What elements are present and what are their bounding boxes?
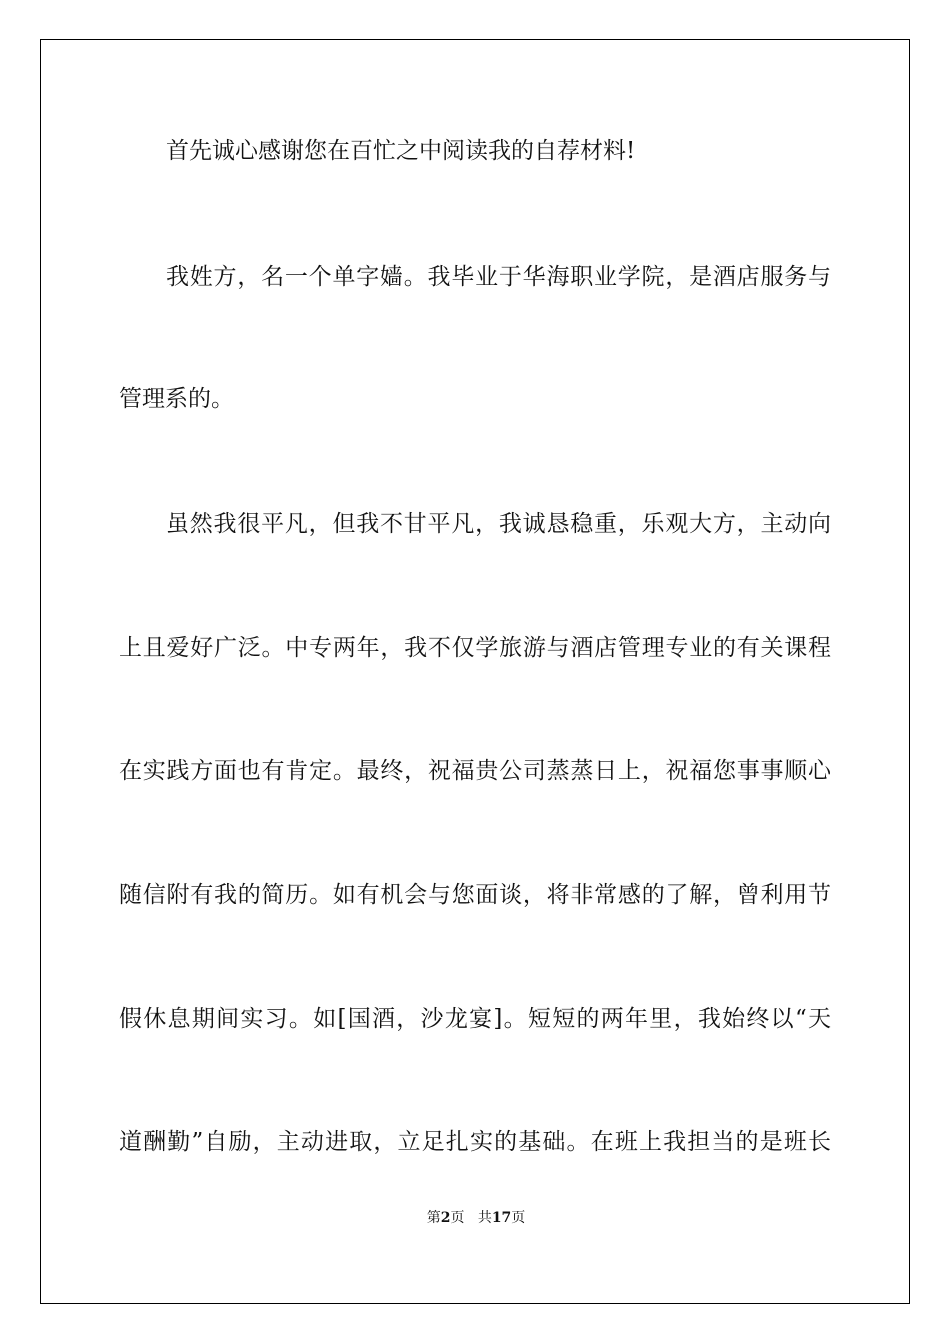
paragraph-line-7: 随信附有我的简历。如有机会与您面谈，将非常感的了解，曾利用节 [119,882,831,908]
paragraph-line-8: 假休息期间实习。如[国酒，沙龙宴]。短短的两年里，我始终以“天 [119,1006,831,1032]
page-number: 2 [440,1210,451,1226]
paragraph-line-3: 管理系的。 [119,386,234,412]
page-prefix: 第 [426,1210,441,1226]
paragraph-line-1: 首先诚心感谢您在百忙之中阅读我的自荐材料! [166,138,636,164]
total-pages: 17 [491,1210,512,1226]
document-page [40,39,910,1304]
paragraph-line-4: 虽然我很平凡，但我不甘平凡，我诚恳稳重，乐观大方，主动向 [166,511,831,537]
total-suffix: 页 [511,1210,526,1226]
paragraph-line-2: 我姓方，名一个单字嫱。我毕业于华海职业学院，是酒店服务与 [166,264,831,290]
paragraph-line-6: 在实践方面也有肯定。最终，祝福贵公司蒸蒸日上，祝福您事事顺心 [119,758,831,784]
page-suffix: 页 [450,1210,465,1226]
total-prefix: 共 [477,1210,492,1226]
paragraph-line-9: 道酬勤”自励，主动进取，立足扎实的基础。在班上我担当的是班长 [119,1129,831,1155]
page-footer [41,1207,911,1227]
paragraph-line-5: 上且爱好广泛。中专两年，我不仅学旅游与酒店管理专业的有关课程 [119,635,831,661]
